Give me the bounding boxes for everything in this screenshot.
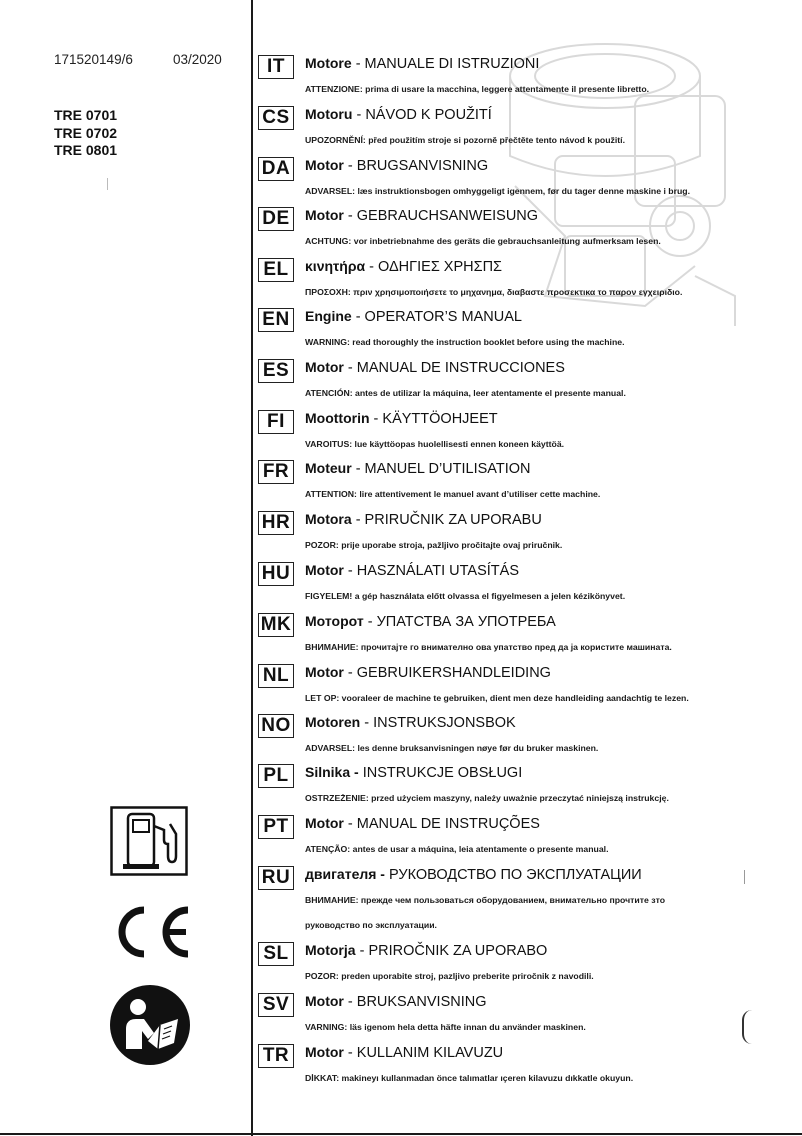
engine-word: Motor <box>305 157 344 173</box>
fuel-pump-icon <box>110 806 188 876</box>
language-code-badge: CS <box>258 106 294 130</box>
ce-mark-icon <box>110 904 192 960</box>
manual-name: - NÁVOD K POUŽITÍ <box>352 107 492 123</box>
manual-title <box>305 942 547 959</box>
manual-name: - HASZNÁLATI UTASÍTÁS <box>343 563 519 579</box>
language-entry-de <box>258 207 798 253</box>
document-date: 03/2020 <box>173 52 222 67</box>
language-code-badge: PT <box>258 815 294 839</box>
manual-title <box>305 460 531 477</box>
language-entry-fi <box>258 410 798 456</box>
engine-word: Motor <box>305 359 344 375</box>
language-entry-nl <box>258 664 798 710</box>
language-code-badge: HR <box>258 511 294 535</box>
manual-name: - INSTRUKSJONSBOK <box>360 715 516 731</box>
engine-word: Engine <box>305 308 352 324</box>
engine-word: Motor <box>305 664 344 680</box>
manual-name: - ΟΔΗΓΙΕΣ ΧΡΗΣΠΣ <box>365 259 503 275</box>
warning-text: ATENCIÓN: antes de utilizar la máquina, leer atentamente el presente manual. <box>305 388 626 398</box>
engine-word: Motor <box>305 1044 344 1060</box>
warning-text: ACHTUNG: vor inbetriebnahme des geräts die gebrauchsanleitung aufmerksam lesen. <box>305 236 661 246</box>
engine-word: Motoren <box>305 714 361 730</box>
manual-name: - GEBRUIKERSHANDLEIDING <box>343 665 551 681</box>
manual-name: - УПАТСТВА ЗА УПОТРЕБА <box>363 614 556 630</box>
manual-title <box>305 562 519 579</box>
warning-text-continued: руководство по эксплуатации. <box>305 920 437 930</box>
warning-text: VAROITUS: lue käyttöopas huolellisesti ennen koneen käyttöä. <box>305 439 565 449</box>
manual-name: РУКОВОДСТВО ПО ЭКСПЛУАТАЦИИ <box>384 867 642 883</box>
warning-text: DİKKAT: makineyı kullanmadan önce talımatlar ıçeren kilavuzu dıkkatle okuyun. <box>305 1073 634 1083</box>
manual-title <box>305 359 565 376</box>
language-entry-el <box>258 258 798 304</box>
manual-title <box>305 714 516 731</box>
engine-word: Motorja <box>305 942 356 958</box>
engine-word: двигателя - <box>305 866 385 882</box>
language-entry-sv <box>258 993 798 1039</box>
manual-name: - MANUALE DI ISTRUZIONI <box>351 56 540 72</box>
manual-name: - GEBRAUCHSANWEISUNG <box>343 208 539 224</box>
language-entry-da <box>258 157 798 203</box>
language-code-badge: NO <box>258 714 294 738</box>
warning-text: ВНИМАНИЕ: прежде чем пользоваться оборудованием, внимательно прочтите зто <box>305 895 666 905</box>
manual-name: - MANUEL D’UTILISATION <box>351 461 531 477</box>
manual-name: - MANUAL DE INSTRUCCIONES <box>343 360 565 376</box>
warning-text: POZOR: prije uporabe stroja, pažljivo pročitajte ovaj priručnik. <box>305 540 563 550</box>
language-entry-hu <box>258 562 798 608</box>
bottom-divider <box>0 1133 802 1135</box>
language-entry-es <box>258 359 798 405</box>
language-code-badge: PL <box>258 764 294 788</box>
engine-word: Motora <box>305 511 352 527</box>
manual-name: - KÄYTTÖOHJEET <box>369 411 498 427</box>
warning-text: ΠΡΟΣΟΧΗ: πριν χρησιμοποιήσετε το μηχανημα, διαβαστε προσεκτικα το παρον εγχειριδιο. <box>305 287 683 297</box>
engine-word: Motor <box>305 815 344 831</box>
language-entry-en <box>258 308 798 354</box>
engine-word: Motoru <box>305 106 353 122</box>
warning-text: ATENÇÃO: antes de usar a máquina, leia atentamente o presente manual. <box>305 844 609 854</box>
warning-text: ATTENZIONE: prima di usare la macchina, leggere attentamente il presente libretto. <box>305 84 650 94</box>
manual-title <box>305 258 502 275</box>
language-entry-pt <box>258 815 798 861</box>
language-entry-it <box>258 55 798 101</box>
scan-mark <box>107 178 108 190</box>
language-code-badge: EN <box>258 308 294 332</box>
manual-title <box>305 815 540 832</box>
manual-title <box>305 308 522 325</box>
manual-title <box>305 1044 503 1061</box>
manual-name: - BRUGSANVISNING <box>343 158 489 174</box>
language-code-badge: EL <box>258 258 294 282</box>
engine-word: Motor <box>305 993 344 1009</box>
language-code-badge: IT <box>258 55 294 79</box>
engine-word: Motor <box>305 207 344 223</box>
manual-title <box>305 866 642 883</box>
manual-title <box>305 764 522 781</box>
manual-title <box>305 613 556 630</box>
engine-word: Moottorin <box>305 410 370 426</box>
manual-name: - PRIROČNIK ZA UPORABO <box>355 943 548 959</box>
model-name: TRE 0801 <box>54 142 118 158</box>
warning-text: VARNING: läs igenom hela detta häfte innan du använder maskinen. <box>305 1022 586 1032</box>
manual-title <box>305 55 539 72</box>
language-entry-tr <box>258 1044 798 1090</box>
warning-text: ADVARSEL: læs instruktionsbogen omhyggeligt igennem, før du tager denne maskine i brug. <box>305 186 691 196</box>
warning-text: ADVARSEL: les denne bruksanvisningen nøye før du bruker maskinen. <box>305 743 599 753</box>
manual-name: - OPERATOR’S MANUAL <box>351 309 522 325</box>
vertical-divider <box>251 0 253 1136</box>
model-name: TRE 0701 <box>54 107 118 123</box>
language-code-badge: HU <box>258 562 294 586</box>
engine-word: Моторот <box>305 613 364 629</box>
manual-name: - BRUKSANVISNING <box>343 994 487 1010</box>
warning-text: FIGYELEM! a gép használata előtt olvassa el figyelmesen a jelen kézikönyvet. <box>305 591 626 601</box>
manual-name: INSTRUKCJE OBSŁUGI <box>358 765 523 781</box>
manual-title <box>305 157 488 174</box>
manual-title <box>305 511 542 528</box>
manual-name: - KULLANIM KILAVUZU <box>343 1045 504 1061</box>
language-code-badge: TR <box>258 1044 294 1068</box>
manual-name: - PRIRUČNIK ZA UPORABU <box>351 512 542 528</box>
model-list <box>54 107 117 160</box>
language-code-badge: RU <box>258 866 294 890</box>
language-code-badge: DE <box>258 207 294 231</box>
language-entry-mk <box>258 613 798 659</box>
language-code-badge: DA <box>258 157 294 181</box>
model-name: TRE 0702 <box>54 124 118 141</box>
language-code-badge: MK <box>258 613 294 637</box>
language-entry-hr <box>258 511 798 557</box>
warning-text: LET OP: vooraleer de machine te gebruiken, dient men deze handleiding aandachtig te lezen. <box>305 693 689 703</box>
manual-title <box>305 207 538 224</box>
manual-title <box>305 410 498 427</box>
warning-text: WARNING: read thoroughly the instruction booklet before using the machine. <box>305 337 625 347</box>
language-entry-cs <box>258 106 798 152</box>
warning-text: ATTENTION: lire attentivement le manuel avant d’utiliser cette machine. <box>305 489 601 499</box>
language-code-badge: ES <box>258 359 294 383</box>
warning-text: OSTRZEŻENIE: przed użyciem maszyny, należy uważnie przeczytać niniejszą instrukcję. <box>305 793 669 803</box>
language-code-badge: FR <box>258 460 294 484</box>
warning-text: ВНИМАНИЕ: прочитајте го внимателно ова упатство пред да ја користите машината. <box>305 642 672 652</box>
language-entry-fr <box>258 460 798 506</box>
engine-word: κινητήρα <box>305 258 366 274</box>
language-entry-sl <box>258 942 798 988</box>
page-edge-mark <box>742 1010 752 1044</box>
manual-name: - MANUAL DE INSTRUÇÕES <box>343 816 540 832</box>
warning-text: UPOZORNĚNÍ: před použitím stroje si pozorně přečtěte tento návod k použití. <box>305 135 626 145</box>
language-code-badge: SL <box>258 942 294 966</box>
language-code-badge: SV <box>258 993 294 1017</box>
engine-word: Silnika - <box>305 764 359 780</box>
manual-title <box>305 664 551 681</box>
manual-title <box>305 993 487 1010</box>
language-code-badge: FI <box>258 410 294 434</box>
engine-word: Motor <box>305 562 344 578</box>
warning-text: POZOR: preden uporabite stroj, pazljivo preberite priročnik z navodili. <box>305 971 594 981</box>
language-entry-no <box>258 714 798 760</box>
engine-word: Moteur <box>305 460 352 476</box>
language-entry-pl <box>258 764 798 810</box>
document-code: 171520149/6 <box>54 52 133 67</box>
manual-title <box>305 106 492 123</box>
read-manual-icon <box>108 983 192 1067</box>
language-entry-ru <box>258 866 798 936</box>
language-code-badge: NL <box>258 664 294 688</box>
engine-word: Motore <box>305 55 352 71</box>
